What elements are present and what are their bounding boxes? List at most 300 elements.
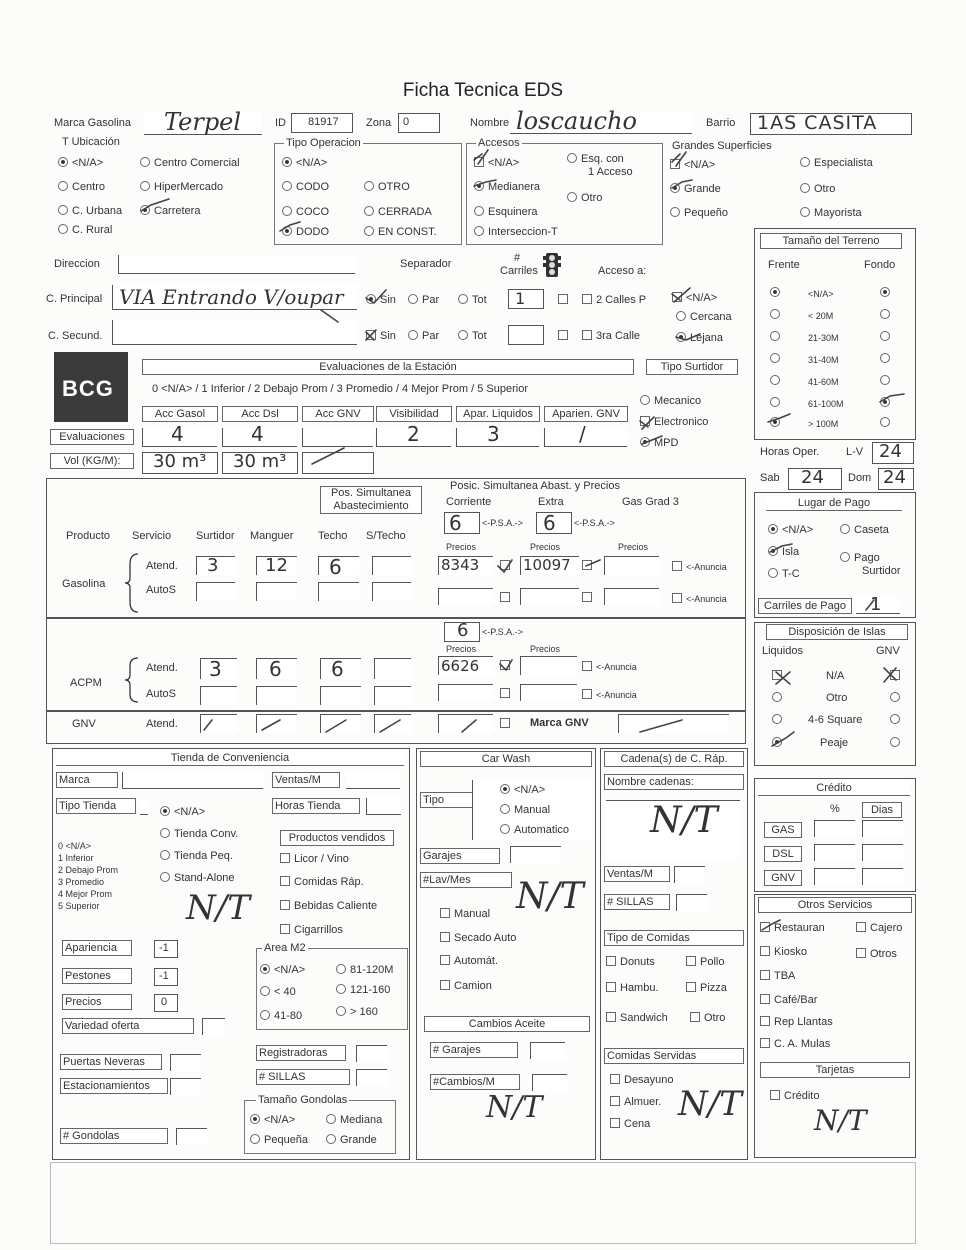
- surtidor-electronico[interactable]: Electronico: [640, 416, 708, 429]
- area-40[interactable]: < 40: [260, 986, 296, 999]
- secund-sin[interactable]: Sin: [366, 330, 396, 343]
- corriente-label: Corriente: [446, 496, 492, 508]
- acpm-techo-field[interactable]: 6: [320, 658, 361, 679]
- credito-dsl-pct[interactable]: [814, 844, 855, 861]
- disp-liq-peaje[interactable]: [772, 737, 786, 750]
- gs-especialista[interactable]: Especialista: [800, 157, 873, 170]
- disp-opt-na: N/A: [826, 670, 845, 682]
- form-title: Ficha Tecnica EDS: [402, 80, 564, 101]
- disp-liq-square[interactable]: [772, 714, 786, 727]
- acpm-precio2[interactable]: [520, 656, 577, 675]
- terreno-na[interactable]: [770, 287, 784, 300]
- gs-na[interactable]: <N/A>: [670, 159, 715, 172]
- accesos-na[interactable]: <N/A>: [474, 157, 519, 170]
- gas-surtidor-field[interactable]: 3: [196, 556, 235, 575]
- acpm-psa-label: <-P.S.A.->: [482, 627, 523, 637]
- tipo-comidas-title: Tipo de Comidas: [604, 930, 744, 946]
- nombre-field[interactable]: [510, 107, 692, 135]
- pestones-label: Pestones: [62, 968, 132, 984]
- acpm-anuncia-1[interactable]: <-Anuncia: [582, 661, 637, 674]
- frente-label: Frente: [768, 259, 800, 271]
- gs-otro[interactable]: Otro: [800, 183, 835, 196]
- tienda-ventas-label: Ventas/M: [272, 772, 340, 788]
- garajes-field[interactable]: [510, 846, 561, 863]
- comida-sandwich[interactable]: Sandwich: [606, 1012, 668, 1025]
- carriles-principal-field[interactable]: [508, 289, 544, 309]
- tarjeta-credito[interactable]: Crédito: [770, 1090, 819, 1103]
- disp-liq-otro[interactable]: [772, 692, 786, 705]
- n-garajes-label: # Garajes: [430, 1042, 518, 1058]
- ubicacion-opt-hipermercado[interactable]: HiperMercado: [140, 181, 223, 194]
- area-title: Area M2: [264, 942, 306, 954]
- comida-hambu[interactable]: Hambu.: [606, 982, 659, 995]
- acpm-surtidor-field[interactable]: 3: [200, 658, 237, 679]
- gas-grad-precio[interactable]: [604, 556, 659, 575]
- col-acc-dsl: Acc Dsl: [222, 406, 298, 422]
- gas-stecho-field[interactable]: [372, 556, 411, 575]
- surtidor-mpd[interactable]: MPD: [640, 437, 678, 450]
- otros-restauran[interactable]: Restauran: [760, 922, 825, 935]
- terreno-opt-40: 31-40M: [808, 355, 839, 365]
- disposicion-title: Disposición de Islas: [766, 624, 908, 640]
- dos-calles-check[interactable]: 2 Calles P: [582, 294, 646, 307]
- acceso-cercana[interactable]: Cercana: [676, 311, 732, 324]
- c-secund-field[interactable]: [112, 320, 357, 345]
- carwash-nt-annotation: N/T: [516, 876, 584, 917]
- extra-psa-label: <-P.S.A.->: [574, 518, 615, 528]
- otros-otros[interactable]: Otros: [856, 948, 897, 961]
- acpm-atend-label: Atend.: [146, 662, 178, 674]
- gondolas-na[interactable]: <N/A>: [250, 1114, 295, 1127]
- variedad-label: Variedad oferta: [62, 1018, 194, 1034]
- carwash-tipo-manual[interactable]: Manual: [500, 804, 550, 817]
- n-garajes-field[interactable]: [530, 1042, 565, 1059]
- lv-label: L-V: [846, 446, 864, 458]
- principal-chk1[interactable]: [558, 294, 572, 307]
- surtidor-mecanico[interactable]: Mecanico: [640, 395, 701, 408]
- brace-gasolina: [124, 552, 140, 614]
- tipo-tienda-peq[interactable]: Tienda Peq.: [160, 850, 233, 863]
- comida-pizza[interactable]: Pizza: [686, 982, 727, 995]
- eval-acc-dsl[interactable]: 4: [222, 428, 297, 447]
- tienda-ventas-field[interactable]: [346, 772, 400, 789]
- posic-title: Posic. Simultanea Abast. y Precios: [450, 480, 620, 492]
- dom-field[interactable]: 24: [878, 468, 914, 490]
- c-principal-value: VIA Entrando V/oupar: [119, 285, 344, 309]
- terreno-30[interactable]: [770, 331, 784, 344]
- otros-cajero[interactable]: Cajero: [856, 922, 902, 935]
- gas-autos-surtidor[interactable]: [196, 582, 235, 601]
- precios-field[interactable]: 0: [154, 994, 178, 1012]
- carwash-camion[interactable]: Camion: [440, 980, 492, 993]
- zona-field[interactable]: [398, 113, 440, 133]
- garajes-label: Garajes: [420, 848, 500, 864]
- acpm-manguer-field[interactable]: 6: [256, 658, 297, 679]
- sab-field[interactable]: 24: [788, 468, 842, 490]
- marca-gasolina-field[interactable]: [144, 108, 262, 136]
- acpm-autos-precio2[interactable]: [520, 684, 577, 701]
- barrio-field[interactable]: [750, 113, 912, 135]
- otros-cafe[interactable]: Café/Bar: [760, 994, 817, 1007]
- gondolas-mediana[interactable]: Mediana: [326, 1114, 382, 1127]
- disp-gnv-peaje[interactable]: [890, 737, 904, 750]
- acpm-autos-techo[interactable]: [320, 686, 361, 705]
- comida-pollo[interactable]: Pollo: [686, 956, 724, 969]
- pago-isla[interactable]: Isla: [768, 546, 799, 559]
- acpm-precios-1: Precios: [446, 644, 477, 654]
- carriles-pago-field[interactable]: 1: [856, 597, 900, 614]
- disp-gnv-otro[interactable]: [890, 692, 904, 705]
- gnv-precio[interactable]: [438, 714, 493, 733]
- servida-almuer[interactable]: Almuer.: [610, 1096, 661, 1109]
- tipo-tienda-na[interactable]: <N/A>: [160, 806, 205, 819]
- disp-opt-peaje: Peaje: [820, 737, 849, 749]
- ubicacion-opt-centro[interactable]: Centro: [58, 181, 105, 194]
- gas-corriente-anuncia[interactable]: [500, 560, 514, 573]
- otros-rep-llantas[interactable]: Rep Llantas: [760, 1016, 833, 1029]
- corriente-psa-label: <-P.S.A.->: [482, 518, 523, 528]
- n-gondolas-label: # Gondolas: [60, 1128, 168, 1144]
- c-principal-field[interactable]: [112, 285, 357, 310]
- vol-dsl[interactable]: 30 m³: [222, 452, 298, 474]
- gas-autos-techo[interactable]: [318, 582, 359, 601]
- acpm-autos-manguer[interactable]: [256, 686, 297, 705]
- gondolas-title: Tamaño Gondolas: [258, 1094, 348, 1106]
- direccion-field[interactable]: [118, 255, 355, 274]
- gas-autos-chk1[interactable]: [500, 592, 514, 605]
- ubicacion-opt-na[interactable]: <N/A>: [58, 157, 103, 170]
- id-field[interactable]: [291, 113, 353, 133]
- tipo-op-en-const[interactable]: EN CONST.: [364, 226, 437, 239]
- gas-atend-label: Atend.: [146, 560, 178, 572]
- gas-autos-precio1[interactable]: [438, 588, 493, 605]
- n-gondolas-field[interactable]: [176, 1128, 207, 1145]
- fondo-na[interactable]: [880, 287, 894, 300]
- estacionamientos-field[interactable]: [170, 1078, 201, 1095]
- otros-kiosko[interactable]: Kiosko: [760, 946, 807, 959]
- gs-mayorista[interactable]: Mayorista: [800, 207, 862, 220]
- cadena-nt-annotation: N/T: [650, 800, 718, 841]
- gas-anuncia-1[interactable]: <-Anuncia: [672, 561, 727, 574]
- col-techo: Techo: [318, 530, 348, 542]
- acpm-autos-label: AutoS: [146, 688, 176, 700]
- gas-autos-precio3[interactable]: [604, 588, 659, 605]
- registradoras-field[interactable]: [356, 1045, 387, 1062]
- tienda-marca-field[interactable]: [122, 772, 263, 789]
- gas-extra-anuncia[interactable]: [582, 560, 596, 573]
- gs-grande[interactable]: Grande: [670, 183, 721, 196]
- gas-techo-field[interactable]: 6: [318, 556, 359, 575]
- servida-desayuno[interactable]: Desayuno: [610, 1074, 674, 1087]
- traffic-light-icon: [543, 252, 561, 278]
- fondo-gt100[interactable]: [880, 417, 894, 430]
- credito-gnv-pct[interactable]: [814, 868, 855, 885]
- carwash-manual[interactable]: Manual: [440, 908, 490, 921]
- tipo-op-dodo[interactable]: DODO: [282, 226, 329, 239]
- acpm-anuncia-2[interactable]: <-Anuncia: [582, 689, 637, 702]
- tres-calle-check[interactable]: 3ra Calle: [582, 330, 640, 343]
- gas-corriente-precio[interactable]: 8343: [438, 556, 493, 575]
- credito-dsl-dias[interactable]: [862, 844, 903, 861]
- accesos-esquinera[interactable]: Esquinera: [474, 206, 538, 219]
- fondo-60[interactable]: [880, 375, 894, 388]
- terreno-100[interactable]: [770, 397, 784, 410]
- accesos-interseccion[interactable]: Interseccion-T: [474, 226, 558, 239]
- producto-licor[interactable]: Licor / Vino: [280, 853, 349, 866]
- gas-extra-precio[interactable]: 10097: [520, 556, 579, 575]
- terreno-gt100[interactable]: [770, 417, 784, 430]
- tipo-op-otro[interactable]: OTRO: [364, 181, 410, 194]
- principal-tot[interactable]: Tot: [458, 294, 487, 307]
- precios-label-3: Precios: [618, 542, 649, 552]
- servidas-nt-annotation: N/T: [678, 1084, 742, 1124]
- acpm-chk1[interactable]: [500, 660, 514, 673]
- puertas-field[interactable]: [170, 1054, 201, 1071]
- secund-tot[interactable]: Tot: [458, 330, 487, 343]
- pago-caseta[interactable]: Caseta: [840, 524, 889, 537]
- barrio-value: 1AS CASITA: [757, 112, 878, 134]
- secund-chk1[interactable]: [558, 330, 572, 343]
- credito-gnv-dias[interactable]: [862, 868, 903, 885]
- gnv-stecho[interactable]: [374, 714, 411, 733]
- col-servicio: Servicio: [132, 530, 172, 542]
- tipo-op-coco[interactable]: COCO: [282, 206, 329, 219]
- zona-label: Zona: [366, 117, 392, 129]
- tipo-tienda-field[interactable]: [140, 798, 148, 815]
- tipo-tienda-conv[interactable]: Tienda Conv.: [160, 828, 238, 841]
- gas-manguer-field[interactable]: 12: [256, 556, 297, 575]
- secund-par[interactable]: Par: [408, 330, 439, 343]
- area-81[interactable]: 81-120M: [336, 964, 393, 977]
- corriente-psa-field[interactable]: 6: [444, 512, 480, 534]
- horas-tienda-field[interactable]: [366, 798, 401, 815]
- gnv-manguer[interactable]: [256, 714, 297, 733]
- terreno-40[interactable]: [770, 353, 784, 366]
- ubicacion-opt-carretera[interactable]: Carretera: [140, 205, 200, 218]
- acceso-lejana[interactable]: Lejana: [676, 332, 723, 345]
- eval-acc-gasol[interactable]: 4: [142, 428, 217, 447]
- gs-pequeno[interactable]: Pequeño: [670, 207, 728, 220]
- gnv-surtidor[interactable]: [200, 714, 237, 733]
- puertas-label: Puertas Neveras: [60, 1054, 162, 1070]
- acpm-autos-surtidor[interactable]: [200, 686, 237, 705]
- nombre-cadenas-label: Nombre cadenas:: [604, 774, 744, 790]
- cambios-nt-annotation: N/T: [486, 1090, 543, 1125]
- registradoras-label: Registradoras: [256, 1045, 346, 1061]
- acpm-psa-field[interactable]: 6: [444, 622, 480, 642]
- producto-cigarrillos[interactable]: Cigarrillos: [280, 924, 343, 937]
- c-principal-label: C. Principal: [46, 293, 103, 305]
- terreno-20[interactable]: [770, 309, 784, 322]
- accesos-otro[interactable]: Otro: [567, 192, 602, 205]
- tipo-surtidor-title: Tipo Surtidor: [646, 359, 738, 375]
- extra-label: Extra: [538, 496, 564, 508]
- comida-otro[interactable]: Otro: [690, 1012, 725, 1025]
- servida-cena[interactable]: Cena: [610, 1118, 650, 1131]
- precios-label-1: Precios: [446, 542, 477, 552]
- tienda-sillas-field[interactable]: [356, 1069, 387, 1086]
- gnv-techo[interactable]: [320, 714, 361, 733]
- comidas-servidas-title: Comidas Servidas: [604, 1048, 744, 1064]
- producto-comidas[interactable]: Comidas Ráp.: [280, 876, 364, 889]
- terreno-60[interactable]: [770, 375, 784, 388]
- variedad-field[interactable]: [202, 1018, 225, 1035]
- area-121[interactable]: 121-160: [336, 984, 390, 997]
- brace-acpm: [124, 656, 140, 704]
- cadena-ventas-field[interactable]: [674, 866, 705, 883]
- direccion-label: Direccion: [54, 258, 100, 270]
- area-41[interactable]: 41-80: [260, 1010, 302, 1023]
- eval-acc-gnv[interactable]: [302, 428, 373, 447]
- vol-gnv[interactable]: [302, 452, 374, 474]
- col-aparien-gnv: Aparien. GNV: [544, 406, 628, 422]
- credito-gas-pct[interactable]: [814, 820, 855, 837]
- tarjetas-title: Tarjetas: [760, 1062, 910, 1078]
- fondo-40[interactable]: [880, 353, 894, 366]
- col-visibilidad: Visibilidad: [376, 406, 452, 422]
- tienda-nt-annotation: N/T: [186, 888, 250, 928]
- tipo-op-codo[interactable]: CODO: [282, 181, 329, 194]
- terreno-opt-20: < 20M: [808, 311, 834, 321]
- ubicacion-opt-urbana[interactable]: C. Urbana: [58, 205, 122, 218]
- pago-na[interactable]: <N/A>: [768, 524, 813, 537]
- horas-label: Horas Oper.: [760, 446, 820, 458]
- fondo-20[interactable]: [880, 309, 894, 322]
- acpm-autos-precio1[interactable]: [438, 684, 493, 701]
- tienda-sillas-label: # SILLAS: [256, 1069, 350, 1085]
- gondolas-pequena[interactable]: Pequeña: [250, 1134, 308, 1147]
- acpm-autos-stecho[interactable]: [374, 686, 411, 705]
- col-acc-gnv: Acc GNV: [302, 406, 374, 422]
- fondo-100[interactable]: [880, 397, 894, 410]
- gnv-chk[interactable]: [500, 718, 514, 731]
- gas-autos-stecho[interactable]: [372, 582, 411, 601]
- marca-gnv-label: Marca GNV: [530, 717, 589, 729]
- barrio-label: Barrio: [706, 117, 736, 129]
- principal-sin[interactable]: Sin: [366, 294, 396, 307]
- tipo-tienda-stand[interactable]: Stand-Alone: [160, 872, 235, 885]
- credito-gas-dias[interactable]: [862, 820, 903, 837]
- terreno-opt-gt100: > 100M: [808, 419, 839, 429]
- acpm-autos-chk1[interactable]: [500, 688, 514, 701]
- tienda-scale-4: 4 Mejor Prom: [58, 889, 113, 899]
- accesos-medianera[interactable]: Medianera: [474, 181, 540, 194]
- acpm-label: ACPM: [70, 677, 102, 689]
- area-160[interactable]: > 160: [336, 1006, 378, 1019]
- disp-liquidos: Liquidos: [762, 645, 803, 657]
- acceso-na[interactable]: <N/A>: [672, 292, 717, 305]
- producto-bebidas[interactable]: Bebidas Caliente: [280, 900, 377, 913]
- carwash-automat[interactable]: Automát.: [440, 955, 498, 968]
- cadena-sillas-field[interactable]: [676, 894, 707, 911]
- vol-label: Vol (KG/M):: [50, 453, 134, 469]
- comida-donuts[interactable]: Donuts: [606, 956, 655, 969]
- carwash-tipo-na[interactable]: <N/A>: [500, 784, 545, 797]
- gnv-label: GNV: [72, 718, 96, 730]
- grandes-superficies-title: Grandes Superficies: [672, 140, 772, 152]
- col-producto: Producto: [66, 530, 111, 542]
- gas-autos-precio2[interactable]: [520, 588, 579, 605]
- marca-gnv-field[interactable]: [618, 714, 729, 733]
- gas-autos-chk2[interactable]: [582, 592, 596, 605]
- tipo-op-na[interactable]: <N/A>: [282, 157, 327, 170]
- pestones-field[interactable]: -1: [154, 968, 178, 986]
- gas-anuncia-2[interactable]: <-Anuncia: [672, 593, 727, 606]
- credito-dias-label: Dias: [862, 802, 902, 818]
- gas-autos-label: AutoS: [146, 584, 176, 596]
- carwash-title: Car Wash: [420, 751, 592, 767]
- gondolas-grande[interactable]: Grande: [326, 1134, 377, 1147]
- ubicacion-opt-rural[interactable]: C. Rural: [58, 224, 112, 237]
- pos-simultanea-title: Pos. Simultanea Abastecimiento: [320, 486, 422, 514]
- ubicacion-opt-centro-comercial[interactable]: Centro Comercial: [140, 157, 240, 170]
- otros-mulas[interactable]: C. A. Mulas: [760, 1038, 830, 1051]
- accesos-1acceso: 1 Acceso: [588, 166, 633, 178]
- credito-dsl-label: DSL: [764, 846, 802, 862]
- otros-tba[interactable]: TBA: [760, 970, 795, 983]
- vol-gasol[interactable]: 30 m³: [142, 452, 218, 474]
- precios-label-2: Precios: [530, 542, 561, 552]
- nombre-value: loscaucho: [516, 107, 637, 135]
- acpm-stecho-field[interactable]: [374, 658, 411, 679]
- carwash-secado[interactable]: Secado Auto: [440, 932, 516, 945]
- otros-title: Otros Servicios: [758, 897, 912, 913]
- carriles-secund-field[interactable]: [508, 325, 544, 345]
- apariencia-label: Apariencia: [62, 940, 132, 956]
- principal-par[interactable]: Par: [408, 294, 439, 307]
- lav-mes-label: #Lav/Mes: [420, 872, 512, 888]
- estacionamientos-label: Estacionamientos: [60, 1078, 168, 1094]
- area-na[interactable]: <N/A>: [260, 964, 305, 977]
- n-cambios-label: #Cambios/M: [430, 1074, 520, 1090]
- apariencia-field[interactable]: -1: [154, 940, 178, 958]
- terreno-opt-30: 21-30M: [808, 333, 839, 343]
- tienda-scale-1: 1 Inferior: [58, 853, 94, 863]
- evaluaciones-row-label: Evaluaciones: [50, 429, 134, 445]
- n-cambios-field[interactable]: [532, 1074, 567, 1091]
- id-label: ID: [275, 117, 286, 129]
- fondo-30[interactable]: [880, 331, 894, 344]
- marca-gasolina-value: Terpel: [164, 108, 242, 136]
- evaluaciones-title: Evaluaciones de la Estación: [142, 359, 634, 375]
- disp-gnv-na[interactable]: [890, 670, 904, 683]
- disp-gnv-square[interactable]: [890, 714, 904, 727]
- acpm-precio-field[interactable]: 6626: [438, 656, 493, 675]
- accesos-esq[interactable]: Esq. con: [567, 153, 624, 166]
- pago-surtidor[interactable]: Pago: [840, 552, 880, 565]
- gas-autos-manguer[interactable]: [256, 582, 297, 601]
- notes-area[interactable]: [50, 1162, 916, 1244]
- eval-apar-liquidos[interactable]: 3: [456, 428, 539, 447]
- eval-visibilidad[interactable]: 2: [376, 428, 451, 447]
- tipo-tienda-label: Tipo Tienda: [56, 798, 136, 814]
- extra-psa-field[interactable]: 6: [536, 512, 572, 534]
- lv-field[interactable]: 24: [872, 442, 914, 464]
- carwash-tipo-auto[interactable]: Automatico: [500, 824, 569, 837]
- tienda-marca-label: Marca: [56, 772, 118, 788]
- eval-aparien-gnv[interactable]: /: [544, 428, 627, 447]
- cambios-aceite-title: Cambios Aceite: [424, 1016, 590, 1032]
- disp-opt-square: 4-6 Square: [808, 714, 863, 726]
- fondo-label: Fondo: [864, 259, 896, 271]
- tarjetas-nt-annotation: N/T: [814, 1104, 867, 1137]
- tienda-scale-5: 5 Superior: [58, 901, 100, 911]
- disp-liq-na[interactable]: [772, 670, 786, 683]
- tipo-op-cerrada[interactable]: CERRADA: [364, 206, 432, 219]
- pago-tc[interactable]: T-C: [768, 568, 800, 581]
- cadena-title: Cadena(s) de C. Ráp.: [604, 751, 744, 767]
- carriles-principal-value: 1: [515, 289, 526, 308]
